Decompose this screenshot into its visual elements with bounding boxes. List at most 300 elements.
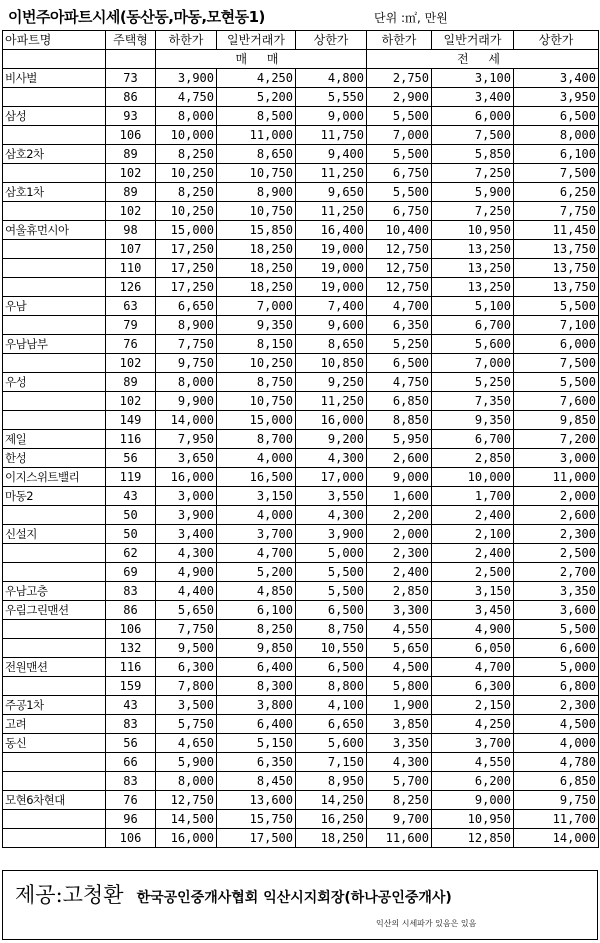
jeonse-high-cell: 3,950 — [514, 88, 599, 107]
jeonse-low-cell: 4,300 — [367, 753, 432, 772]
jeonse-low-cell: 4,500 — [367, 658, 432, 677]
sale-low-cell: 16,000 — [156, 468, 217, 487]
table-row — [3, 392, 599, 411]
jeonse-typical-cell: 6,700 — [432, 430, 514, 449]
sale-low-cell: 9,500 — [156, 639, 217, 658]
apartment-name-cell: 동신 — [3, 734, 106, 753]
sale-high-cell: 19,000 — [296, 240, 367, 259]
unit-size-cell: 66 — [106, 753, 156, 772]
jeonse-high-cell: 13,750 — [514, 278, 599, 297]
table-row — [3, 810, 599, 829]
sale-high-cell: 9,200 — [296, 430, 367, 449]
sale-low-cell: 12,750 — [156, 791, 217, 810]
table-row — [3, 126, 599, 145]
jeonse-low-cell: 2,400 — [367, 563, 432, 582]
unit-size-cell: 89 — [106, 145, 156, 164]
unit-size-cell: 106 — [106, 620, 156, 639]
jeonse-high-cell: 5,000 — [514, 658, 599, 677]
sale-low-cell: 14,500 — [156, 810, 217, 829]
apartment-name-cell: 우림그린맨션 — [3, 601, 106, 620]
page-title: 이번주아파트시세(동산동,마동,모현동1) — [8, 8, 265, 26]
jeonse-typical-cell: 1,700 — [432, 487, 514, 506]
apartment-name-cell: 삼호2차 — [3, 145, 106, 164]
sale-typical-cell: 8,500 — [217, 107, 296, 126]
jeonse-low-cell: 9,700 — [367, 810, 432, 829]
sale-low-cell: 3,900 — [156, 69, 217, 88]
jeonse-low-cell: 5,500 — [367, 107, 432, 126]
sale-typical-cell: 3,150 — [217, 487, 296, 506]
table-row — [3, 487, 599, 506]
jeonse-high-cell: 7,500 — [514, 354, 599, 373]
jeonse-typical-cell: 7,250 — [432, 202, 514, 221]
apartment-name-cell — [3, 354, 106, 373]
jeonse-typical-cell: 10,950 — [432, 810, 514, 829]
unit-size-cell: 96 — [106, 810, 156, 829]
jeonse-low-cell: 2,600 — [367, 449, 432, 468]
jeonse-high-cell: 2,300 — [514, 696, 599, 715]
jeonse-high-cell: 2,000 — [514, 487, 599, 506]
sale-low-cell: 10,000 — [156, 126, 217, 145]
sale-typical-cell: 8,300 — [217, 677, 296, 696]
jeonse-typical-cell: 7,250 — [432, 164, 514, 183]
apartment-name-cell: 우성 — [3, 373, 106, 392]
sale-low-cell: 17,250 — [156, 278, 217, 297]
sale-low-cell: 4,300 — [156, 544, 217, 563]
sale-low-cell: 15,000 — [156, 221, 217, 240]
apartment-name-cell — [3, 772, 106, 791]
table-row — [3, 411, 599, 430]
sale-typical-cell: 9,850 — [217, 639, 296, 658]
header-cell: 상한가 — [296, 31, 367, 50]
unit-size-cell: 62 — [106, 544, 156, 563]
apartment-name-cell: 우남남부 — [3, 335, 106, 354]
jeonse-high-cell: 5,500 — [514, 373, 599, 392]
sale-high-cell: 5,000 — [296, 544, 367, 563]
sale-low-cell: 4,900 — [156, 563, 217, 582]
sale-high-cell: 6,500 — [296, 601, 367, 620]
apartment-name-cell: 모현6차현대 — [3, 791, 106, 810]
sale-typical-cell: 3,800 — [217, 696, 296, 715]
apartment-name-cell — [3, 240, 106, 259]
jeonse-typical-cell: 6,700 — [432, 316, 514, 335]
sale-typical-cell: 4,000 — [217, 449, 296, 468]
jeonse-typical-cell: 9,350 — [432, 411, 514, 430]
jeonse-typical-cell: 12,850 — [432, 829, 514, 848]
jeonse-group-label: 전 세 — [367, 50, 599, 69]
jeonse-low-cell: 3,350 — [367, 734, 432, 753]
unit-size-cell: 89 — [106, 183, 156, 202]
jeonse-low-cell: 6,750 — [367, 164, 432, 183]
table-row — [3, 601, 599, 620]
header-cell: 주택형 — [106, 31, 156, 50]
unit-size-cell: 149 — [106, 411, 156, 430]
table-row — [3, 259, 599, 278]
jeonse-typical-cell: 3,400 — [432, 88, 514, 107]
sale-typical-cell: 8,250 — [217, 620, 296, 639]
jeonse-typical-cell: 3,450 — [432, 601, 514, 620]
header-cell: 하한가 — [156, 31, 217, 50]
jeonse-typical-cell: 2,400 — [432, 506, 514, 525]
apartment-name-cell — [3, 164, 106, 183]
apartment-name-cell: 여울휴먼시아 — [3, 221, 106, 240]
jeonse-low-cell: 1,900 — [367, 696, 432, 715]
unit-size-cell: 106 — [106, 126, 156, 145]
sale-low-cell: 5,650 — [156, 601, 217, 620]
sale-high-cell: 5,500 — [296, 582, 367, 601]
sale-low-cell: 17,250 — [156, 259, 217, 278]
sale-high-cell: 5,500 — [296, 563, 367, 582]
jeonse-typical-cell: 5,100 — [432, 297, 514, 316]
jeonse-typical-cell: 10,000 — [432, 468, 514, 487]
sale-high-cell: 11,250 — [296, 392, 367, 411]
apartment-name-cell — [3, 563, 106, 582]
credit-line — [15, 879, 452, 909]
jeonse-high-cell: 7,100 — [514, 316, 599, 335]
unit-size-cell: 56 — [106, 449, 156, 468]
sale-high-cell: 4,100 — [296, 696, 367, 715]
jeonse-low-cell: 2,750 — [367, 69, 432, 88]
jeonse-high-cell: 11,450 — [514, 221, 599, 240]
table-row — [3, 373, 599, 392]
table-row — [3, 240, 599, 259]
sale-high-cell: 6,500 — [296, 658, 367, 677]
header-cell: 아파트명 — [3, 31, 106, 50]
sale-typical-cell: 4,700 — [217, 544, 296, 563]
jeonse-low-cell: 4,550 — [367, 620, 432, 639]
jeonse-high-cell: 13,750 — [514, 259, 599, 278]
jeonse-high-cell: 13,750 — [514, 240, 599, 259]
unit-size-cell: 132 — [106, 639, 156, 658]
table-row — [3, 145, 599, 164]
sale-typical-cell: 4,000 — [217, 506, 296, 525]
sale-typical-cell: 8,650 — [217, 145, 296, 164]
sale-high-cell: 14,250 — [296, 791, 367, 810]
sale-low-cell: 8,000 — [156, 772, 217, 791]
sale-low-cell: 3,000 — [156, 487, 217, 506]
jeonse-low-cell: 3,300 — [367, 601, 432, 620]
jeonse-high-cell: 7,200 — [514, 430, 599, 449]
jeonse-low-cell: 2,300 — [367, 544, 432, 563]
table-row — [3, 620, 599, 639]
sale-high-cell: 6,650 — [296, 715, 367, 734]
sale-typical-cell: 3,700 — [217, 525, 296, 544]
sale-high-cell: 8,800 — [296, 677, 367, 696]
jeonse-high-cell: 8,000 — [514, 126, 599, 145]
jeonse-high-cell: 6,000 — [514, 335, 599, 354]
sale-low-cell: 10,250 — [156, 164, 217, 183]
apartment-name-cell — [3, 316, 106, 335]
sale-typical-cell: 16,500 — [217, 468, 296, 487]
sale-typical-cell: 6,100 — [217, 601, 296, 620]
jeonse-low-cell: 5,650 — [367, 639, 432, 658]
sale-typical-cell: 8,450 — [217, 772, 296, 791]
jeonse-high-cell: 6,800 — [514, 677, 599, 696]
unit-size-cell: 79 — [106, 316, 156, 335]
unit-size-cell: 107 — [106, 240, 156, 259]
sale-typical-cell: 8,700 — [217, 430, 296, 449]
apartment-name-cell: 제일 — [3, 430, 106, 449]
sale-typical-cell: 15,000 — [217, 411, 296, 430]
jeonse-high-cell: 5,500 — [514, 297, 599, 316]
jeonse-high-cell: 11,000 — [514, 468, 599, 487]
jeonse-typical-cell: 3,700 — [432, 734, 514, 753]
jeonse-high-cell: 6,850 — [514, 772, 599, 791]
jeonse-typical-cell: 6,200 — [432, 772, 514, 791]
jeonse-typical-cell: 6,300 — [432, 677, 514, 696]
table-row — [3, 525, 599, 544]
table-row — [3, 297, 599, 316]
sale-low-cell: 9,900 — [156, 392, 217, 411]
sale-typical-cell: 10,750 — [217, 164, 296, 183]
jeonse-typical-cell: 5,600 — [432, 335, 514, 354]
sale-typical-cell: 18,250 — [217, 259, 296, 278]
jeonse-typical-cell: 13,250 — [432, 278, 514, 297]
jeonse-low-cell: 5,250 — [367, 335, 432, 354]
sale-high-cell: 17,000 — [296, 468, 367, 487]
apartment-name-cell — [3, 202, 106, 221]
sale-low-cell: 4,650 — [156, 734, 217, 753]
jeonse-typical-cell: 5,250 — [432, 373, 514, 392]
table-row — [3, 430, 599, 449]
sale-typical-cell: 9,350 — [217, 316, 296, 335]
unit-size-cell: 93 — [106, 107, 156, 126]
sale-high-cell: 16,000 — [296, 411, 367, 430]
jeonse-typical-cell: 5,900 — [432, 183, 514, 202]
sale-typical-cell: 10,250 — [217, 354, 296, 373]
table-row — [3, 544, 599, 563]
sale-typical-cell: 18,250 — [217, 278, 296, 297]
apartment-name-cell: 마동2 — [3, 487, 106, 506]
apartment-name-cell: 삼성 — [3, 107, 106, 126]
jeonse-low-cell: 12,750 — [367, 259, 432, 278]
sale-low-cell: 8,250 — [156, 145, 217, 164]
jeonse-low-cell: 4,750 — [367, 373, 432, 392]
jeonse-low-cell: 12,750 — [367, 278, 432, 297]
table-row — [3, 506, 599, 525]
sale-low-cell: 4,750 — [156, 88, 217, 107]
sale-high-cell: 11,250 — [296, 202, 367, 221]
price-table — [2, 30, 599, 848]
sale-high-cell: 19,000 — [296, 278, 367, 297]
table-row — [3, 582, 599, 601]
apartment-name-cell — [3, 126, 106, 145]
table-row — [3, 829, 599, 848]
unit-size-cell: 116 — [106, 430, 156, 449]
unit-size-cell: 83 — [106, 772, 156, 791]
sale-high-cell: 9,000 — [296, 107, 367, 126]
sale-high-cell: 8,650 — [296, 335, 367, 354]
sale-typical-cell: 4,250 — [217, 69, 296, 88]
sale-low-cell: 3,650 — [156, 449, 217, 468]
unit-size-cell: 102 — [106, 202, 156, 221]
sale-high-cell: 7,400 — [296, 297, 367, 316]
apartment-name-cell — [3, 259, 106, 278]
sale-low-cell: 3,500 — [156, 696, 217, 715]
price-sheet — [2, 0, 598, 943]
unit-size-cell: 86 — [106, 601, 156, 620]
jeonse-typical-cell: 4,900 — [432, 620, 514, 639]
jeonse-typical-cell: 6,000 — [432, 107, 514, 126]
sale-typical-cell: 6,350 — [217, 753, 296, 772]
table-row — [3, 696, 599, 715]
footer-box — [2, 870, 598, 940]
sale-high-cell: 16,400 — [296, 221, 367, 240]
sale-high-cell: 11,250 — [296, 164, 367, 183]
table-row — [3, 772, 599, 791]
unit-size-cell: 98 — [106, 221, 156, 240]
group-header-row — [3, 50, 599, 69]
sale-low-cell: 17,250 — [156, 240, 217, 259]
unit-size-cell: 43 — [106, 487, 156, 506]
unit-size-cell: 50 — [106, 506, 156, 525]
sale-typical-cell: 6,400 — [217, 715, 296, 734]
table-row — [3, 164, 599, 183]
sale-low-cell: 8,900 — [156, 316, 217, 335]
jeonse-high-cell: 9,850 — [514, 411, 599, 430]
sale-low-cell: 3,900 — [156, 506, 217, 525]
unit-size-cell: 102 — [106, 392, 156, 411]
apartment-name-cell: 삼호1차 — [3, 183, 106, 202]
table-row — [3, 107, 599, 126]
header-row — [3, 31, 599, 50]
unit-size-cell: 102 — [106, 164, 156, 183]
jeonse-typical-cell: 4,250 — [432, 715, 514, 734]
jeonse-low-cell: 2,000 — [367, 525, 432, 544]
table-row — [3, 354, 599, 373]
sale-typical-cell: 4,850 — [217, 582, 296, 601]
unit-size-cell: 86 — [106, 88, 156, 107]
sale-low-cell: 16,000 — [156, 829, 217, 848]
sale-high-cell: 7,150 — [296, 753, 367, 772]
provider-organization: 한국공인중개사협회 익산시지회장(하나공인중개사) — [136, 890, 452, 906]
table-row — [3, 734, 599, 753]
table-row — [3, 563, 599, 582]
apartment-name-cell — [3, 829, 106, 848]
sale-high-cell: 4,800 — [296, 69, 367, 88]
jeonse-typical-cell: 10,950 — [432, 221, 514, 240]
sale-low-cell: 3,400 — [156, 525, 217, 544]
apartment-name-cell: 전원맨션 — [3, 658, 106, 677]
jeonse-high-cell: 7,500 — [514, 164, 599, 183]
sale-low-cell: 10,250 — [156, 202, 217, 221]
apartment-name-cell — [3, 639, 106, 658]
jeonse-high-cell: 6,250 — [514, 183, 599, 202]
apartment-name-cell — [3, 506, 106, 525]
sale-low-cell: 7,800 — [156, 677, 217, 696]
table-row — [3, 69, 599, 88]
jeonse-high-cell: 4,500 — [514, 715, 599, 734]
jeonse-typical-cell: 7,350 — [432, 392, 514, 411]
table-row — [3, 278, 599, 297]
jeonse-typical-cell: 2,100 — [432, 525, 514, 544]
sale-high-cell: 10,550 — [296, 639, 367, 658]
header-cell: 하한가 — [367, 31, 432, 50]
apartment-name-cell: 우남고층 — [3, 582, 106, 601]
jeonse-typical-cell: 6,050 — [432, 639, 514, 658]
jeonse-high-cell: 7,600 — [514, 392, 599, 411]
table-row — [3, 316, 599, 335]
jeonse-typical-cell: 7,000 — [432, 354, 514, 373]
unit-size-cell: 76 — [106, 791, 156, 810]
jeonse-high-cell: 4,780 — [514, 753, 599, 772]
sale-high-cell: 5,550 — [296, 88, 367, 107]
sale-low-cell: 8,000 — [156, 107, 217, 126]
sale-typical-cell: 5,200 — [217, 563, 296, 582]
jeonse-low-cell: 6,750 — [367, 202, 432, 221]
sale-low-cell: 14,000 — [156, 411, 217, 430]
sale-high-cell: 9,400 — [296, 145, 367, 164]
jeonse-high-cell: 2,300 — [514, 525, 599, 544]
sale-low-cell: 7,750 — [156, 335, 217, 354]
sale-group-label: 매 매 — [156, 50, 367, 69]
provider-credit: 제공:고청환 — [15, 883, 124, 907]
jeonse-high-cell: 2,600 — [514, 506, 599, 525]
table-row — [3, 791, 599, 810]
sale-typical-cell: 8,900 — [217, 183, 296, 202]
sale-high-cell: 10,850 — [296, 354, 367, 373]
sale-high-cell: 3,900 — [296, 525, 367, 544]
empty-cell — [3, 50, 106, 69]
table-row — [3, 221, 599, 240]
unit-size-cell: 76 — [106, 335, 156, 354]
unit-size-cell: 102 — [106, 354, 156, 373]
sale-typical-cell: 10,750 — [217, 202, 296, 221]
apartment-name-cell — [3, 278, 106, 297]
jeonse-low-cell: 5,700 — [367, 772, 432, 791]
apartment-name-cell — [3, 392, 106, 411]
sale-low-cell: 6,300 — [156, 658, 217, 677]
jeonse-low-cell: 2,200 — [367, 506, 432, 525]
jeonse-low-cell: 9,000 — [367, 468, 432, 487]
empty-cell — [106, 50, 156, 69]
jeonse-low-cell: 7,000 — [367, 126, 432, 145]
jeonse-high-cell: 3,350 — [514, 582, 599, 601]
jeonse-high-cell: 2,700 — [514, 563, 599, 582]
table-row — [3, 449, 599, 468]
sale-low-cell: 9,750 — [156, 354, 217, 373]
table-row — [3, 639, 599, 658]
apartment-name-cell: 신설지 — [3, 525, 106, 544]
jeonse-high-cell: 2,500 — [514, 544, 599, 563]
jeonse-low-cell: 5,800 — [367, 677, 432, 696]
jeonse-typical-cell: 2,500 — [432, 563, 514, 582]
table-row — [3, 715, 599, 734]
sale-low-cell: 7,950 — [156, 430, 217, 449]
header-cell: 일반거래가 — [432, 31, 514, 50]
jeonse-high-cell: 11,700 — [514, 810, 599, 829]
sale-high-cell: 9,600 — [296, 316, 367, 335]
jeonse-typical-cell: 4,550 — [432, 753, 514, 772]
table-row — [3, 468, 599, 487]
sale-high-cell: 4,300 — [296, 449, 367, 468]
apartment-name-cell — [3, 620, 106, 639]
sale-typical-cell: 5,150 — [217, 734, 296, 753]
unit-size-cell: 56 — [106, 734, 156, 753]
jeonse-low-cell: 1,600 — [367, 487, 432, 506]
unit-size-cell: 50 — [106, 525, 156, 544]
sale-typical-cell: 7,000 — [217, 297, 296, 316]
apartment-name-cell: 주공1차 — [3, 696, 106, 715]
apartment-name-cell: 한성 — [3, 449, 106, 468]
jeonse-typical-cell: 3,150 — [432, 582, 514, 601]
unit-size-cell: 63 — [106, 297, 156, 316]
sale-low-cell: 7,750 — [156, 620, 217, 639]
jeonse-low-cell: 3,850 — [367, 715, 432, 734]
apartment-name-cell: 이지스위트밸리 — [3, 468, 106, 487]
sale-high-cell: 5,600 — [296, 734, 367, 753]
sale-high-cell: 19,000 — [296, 259, 367, 278]
unit-size-cell: 83 — [106, 582, 156, 601]
